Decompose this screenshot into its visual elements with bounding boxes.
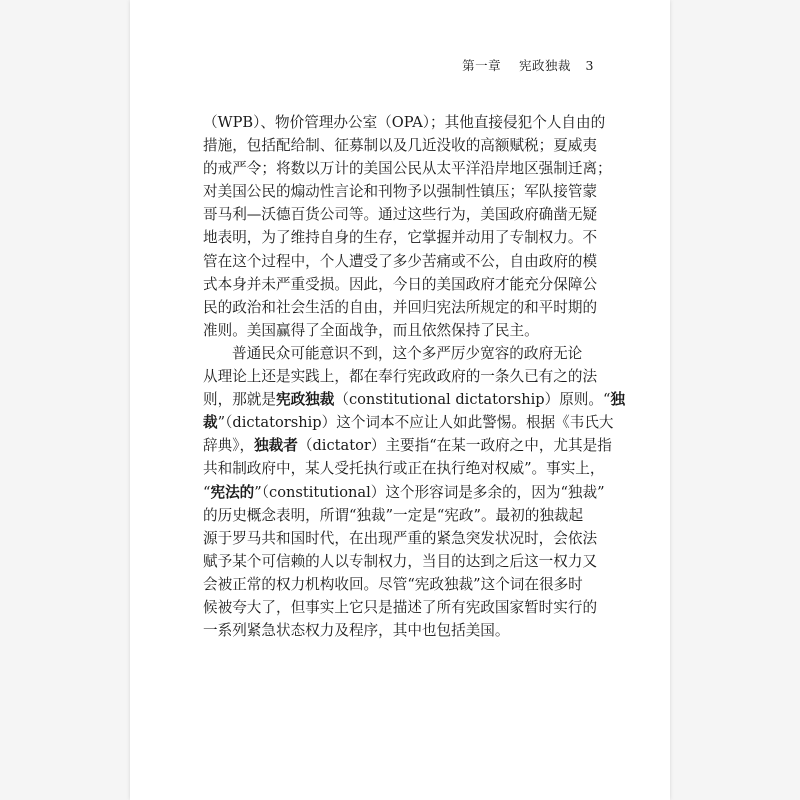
text-line: 裁”（dictatorship）这个词本不应让人如此警惕。根据《韦氏大 bbox=[203, 414, 614, 432]
running-head bbox=[462, 56, 594, 74]
text-line: 赋予某个可信赖的人以专制权力，当目的达到之后这一权力又 bbox=[203, 552, 598, 570]
chapter-title: 宪政独裁 bbox=[519, 58, 572, 73]
term-dictator: 独裁者 bbox=[254, 437, 298, 455]
text-line: 的戒严令；将数以万计的美国公民从太平洋沿岸地区强制迁离； bbox=[203, 160, 612, 178]
text-line: 则，那就是宪政独裁（constitutional dictatorship）原则。“独 bbox=[203, 391, 626, 409]
term-dictatorship: 独 bbox=[610, 391, 626, 409]
text-line: 民的政治和社会生活的自由，并回归宪法所规定的和平时期的 bbox=[203, 298, 598, 316]
text-line: 普通民众可能意识不到，这个多严厉少宽容的政府无论 bbox=[232, 344, 583, 362]
text-line: （WPB）、物价管理办公室（OPA）；其他直接侵犯个人自由的 bbox=[203, 114, 606, 131]
text-line: 地表明，为了维持自身的生存，它掌握并动用了专制权力。不 bbox=[203, 229, 598, 247]
text-line: 管在这个过程中，个人遭受了多少苦痛或不公，自由政府的模 bbox=[203, 252, 598, 270]
body-text bbox=[203, 111, 626, 642]
text-line: 会被正常的权力机构收回。尽管“宪政独裁”这个词在很多时 bbox=[203, 575, 583, 593]
text-line: 一系列紧急状态权力及程序，其中也包括美国。 bbox=[203, 622, 510, 640]
text-line: 对美国公民的煽动性言论和刊物予以强制性镇压；军队接管蒙 bbox=[203, 183, 598, 201]
text-line: 措施，包括配给制、征募制以及几近没收的高额赋税；夏威夷 bbox=[203, 137, 598, 155]
chapter-label: 第一章 bbox=[462, 58, 502, 73]
page-number: 3 bbox=[585, 58, 594, 73]
text-line: 源于罗马共和国时代，在出现严重的紧急突发状况时，会依法 bbox=[203, 529, 598, 547]
text-line: 式本身并未严重受损。因此，今日的美国政府才能充分保障公 bbox=[203, 275, 598, 293]
book-page bbox=[130, 0, 670, 800]
text-line: 准则。美国赢得了全面战争，而且依然保持了民主。 bbox=[203, 321, 539, 339]
text-line: 哥马利—沃德百货公司等。通过这些行为，美国政府确凿无疑 bbox=[203, 206, 598, 224]
term-constitutional-dictatorship: 宪政独裁 bbox=[275, 391, 335, 409]
text-line: 的历史概念表明，所谓“独裁”一定是“宪政”。最初的独裁起 bbox=[203, 506, 584, 524]
text-line: 候被夸大了，但事实上它只是描述了所有宪政国家暂时实行的 bbox=[203, 598, 598, 616]
text-line: 辞典》，独裁者（dictator）主要指“在某一政府之中，尤其是指 bbox=[203, 437, 612, 455]
text-line: 共和制政府中，某人受托执行或正在执行绝对权威”。事实上， bbox=[203, 460, 605, 478]
term-constitutional: 宪法的 bbox=[210, 483, 255, 501]
text-line: 从理论上还是实践上，都在奉行宪政政府的一条久已有之的法 bbox=[203, 368, 598, 386]
text-line: “宪法的”（constitutional）这个形容词是多余的，因为“独裁” bbox=[203, 483, 605, 501]
term-dictatorship-cont: 裁 bbox=[203, 414, 218, 432]
